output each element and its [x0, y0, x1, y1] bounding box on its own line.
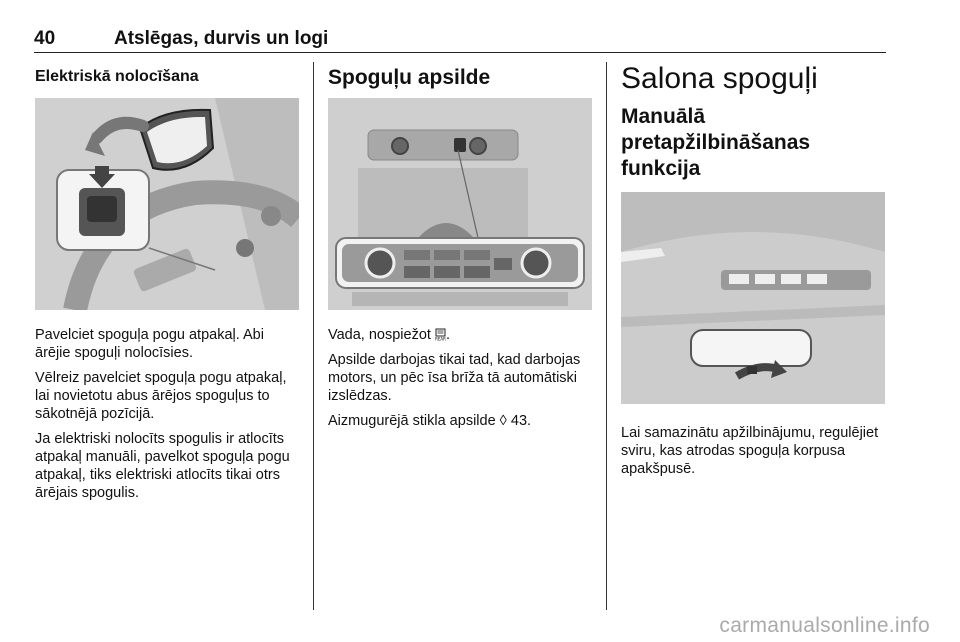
paragraph: Apsilde darbojas tikai tad, kad darbojas motors, un pēc īsa brīža tā automātiski izslēdzas. [328, 352, 581, 404]
column-interior-mirrors [621, 62, 886, 485]
paragraph: Ja elektriski nolocīts spogulis ir atlocīts atpakaļ manuāli, pavelkot spoguļa pogu atpakaļ, tiks elektriski atlocīts tikai otrs ārējais spogulis. [35, 431, 290, 501]
section-heading-interior-mirrors: Salona spoguļi [621, 62, 818, 95]
interior-mirror-illustration [621, 192, 885, 404]
watermark: carmanualsonline.info [719, 614, 930, 637]
climate-control-panel-illustration [328, 98, 592, 310]
column-divider-2 [606, 62, 607, 610]
paragraph [328, 326, 593, 344]
column-divider-1 [313, 62, 314, 610]
cross-reference [328, 412, 593, 430]
chapter-title: Atslēgas, durvis un logi [114, 28, 329, 49]
subheading-line: Manuālā [621, 105, 706, 128]
reference-page: 43. [510, 413, 532, 429]
subheading-line: pretapžilbināšanas funkcija [621, 131, 811, 180]
section-heading-electric-folding: Elektriskā nolocīšana [35, 68, 199, 85]
press-instruction: Vada, nospiežot [328, 327, 431, 343]
column-mirror-heating [328, 62, 593, 437]
page-header [34, 26, 886, 53]
press-instruction-end: . [445, 327, 450, 343]
reference-text: Aizmugurējā stikla apsilde [328, 413, 496, 429]
paragraph: Vēlreiz pavelciet spoguļa pogu atpakaļ, lai novietotu abus ārējos spoguļus to sākotnējā pozīcijā. [35, 370, 287, 422]
mirror-folding-illustration [35, 98, 299, 310]
page-number: 40 [34, 28, 56, 49]
subheading-manual-anti-dazzle [621, 104, 886, 182]
section-heading-mirror-heating: Spoguļu apsilde [328, 66, 491, 89]
svg-text:REAR: REAR [435, 336, 446, 341]
page-reference-arrow-icon: ◊ [499, 413, 507, 429]
paragraph: Lai samazinātu apžilbinājumu, regulējiet sviru, kas atrodas spoguļa korpusa apakšpusē. [621, 425, 879, 477]
column-electric-folding [35, 62, 300, 509]
paragraph: Pavelciet spoguļa pogu atpakaļ. Abi ārējie spoguļi nolocīsies. [35, 327, 264, 361]
rear-defrost-icon [435, 328, 446, 341]
